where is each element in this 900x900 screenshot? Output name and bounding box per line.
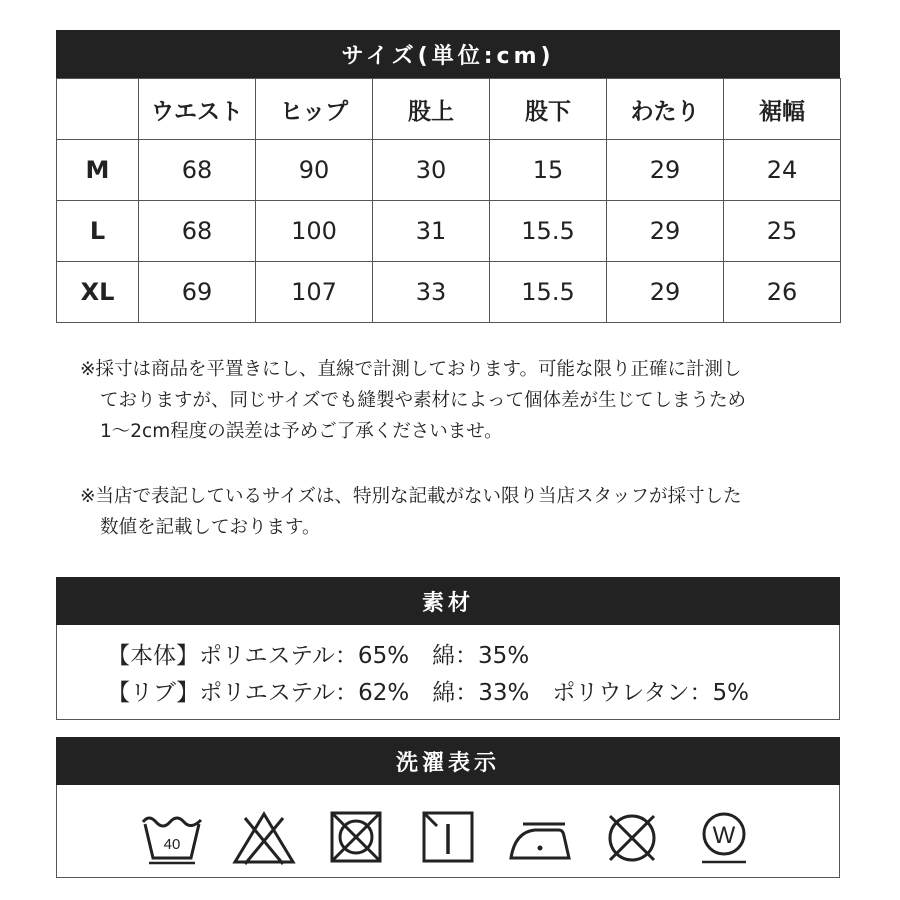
measurement-note <box>80 354 850 447</box>
table-row <box>57 201 841 262</box>
table-cell: 68 <box>139 140 256 201</box>
no-bleach-icon <box>218 803 310 873</box>
care-section-title: 洗濯表示 <box>395 750 500 776</box>
table-row <box>57 140 841 201</box>
care-icons-row <box>57 803 839 873</box>
table-cell: 29 <box>607 140 724 201</box>
column-header-rise: 股上 <box>373 79 490 140</box>
table-cell: 29 <box>607 262 724 323</box>
iron-low-icon <box>494 803 586 873</box>
table-cell: 29 <box>607 201 724 262</box>
wash-temp-label: 40 <box>163 836 181 853</box>
column-header-hip: ヒップ <box>256 79 373 140</box>
note-line: ※当店で表記しているサイズは、特別な記載がない限り当店スタッフが採寸した <box>80 486 742 507</box>
table-cell: 69 <box>139 262 256 323</box>
size-label: M <box>57 140 139 201</box>
table-cell: 26 <box>724 262 841 323</box>
size-disclaimer-note <box>80 481 850 543</box>
note-line: 1〜2cm程度の誤差は予めご了承くださいませ。 <box>100 421 503 442</box>
table-cell: 25 <box>724 201 841 262</box>
table-cell: 31 <box>373 201 490 262</box>
table-cell: 30 <box>373 140 490 201</box>
note-line: ※採寸は商品を平置きにし、直線で計測しております。可能な限り正確に計測し <box>80 359 742 380</box>
table-cell: 90 <box>256 140 373 201</box>
material-box <box>56 625 840 720</box>
wet-clean-label: W <box>712 822 736 849</box>
table-cell: 33 <box>373 262 490 323</box>
table-cell: 107 <box>256 262 373 323</box>
material-section-header <box>56 577 840 625</box>
size-section-header <box>56 30 840 78</box>
care-section-header <box>56 737 840 785</box>
table-cell: 100 <box>256 201 373 262</box>
table-corner-cell <box>57 79 139 140</box>
material-line-rib: 【リブ】ポリエステル：62% 綿：33% ポリウレタン：5% <box>107 680 749 706</box>
wet-clean-icon <box>678 803 770 873</box>
table-row <box>57 262 841 323</box>
no-tumble-dry-icon <box>310 803 402 873</box>
table-cell: 15 <box>490 140 607 201</box>
table-cell: 15.5 <box>490 262 607 323</box>
note-line: 数値を記載しております。 <box>100 517 321 538</box>
size-label: L <box>57 201 139 262</box>
table-cell: 15.5 <box>490 201 607 262</box>
table-header-row <box>57 79 841 140</box>
column-header-inseam: 股下 <box>490 79 607 140</box>
note-line: ておりますが、同じサイズでも縫製や素材によって個体差が生じてしまうため <box>100 390 747 411</box>
size-section-title: サイズ(単位:cm) <box>341 43 555 69</box>
table-cell: 24 <box>724 140 841 201</box>
column-header-waist: ウエスト <box>139 79 256 140</box>
wash-40-icon <box>126 803 218 873</box>
column-header-thigh: わたり <box>607 79 724 140</box>
care-box <box>56 785 840 878</box>
material-line-body: 【本体】ポリエステル：65% 綿：35% <box>107 643 530 669</box>
size-table <box>56 78 841 323</box>
size-label: XL <box>57 262 139 323</box>
column-header-hem: 裾幅 <box>724 79 841 140</box>
material-section-title: 素材 <box>421 590 474 616</box>
table-cell: 68 <box>139 201 256 262</box>
line-dry-shade-icon <box>402 803 494 873</box>
no-dry-clean-icon <box>586 803 678 873</box>
